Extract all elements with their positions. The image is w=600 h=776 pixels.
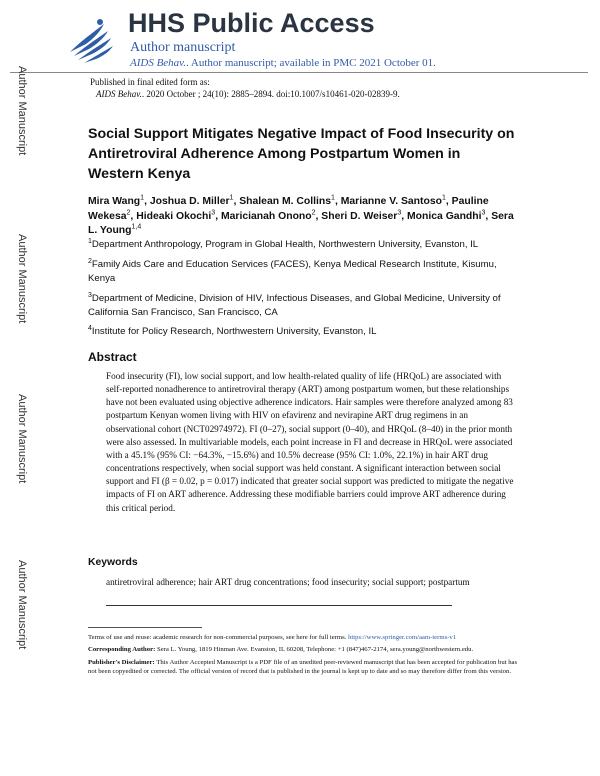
affiliation-number: 3 bbox=[88, 291, 92, 299]
author-name: Hideaki Okochi bbox=[136, 210, 212, 222]
author-name: Mira Wang bbox=[88, 196, 141, 207]
section-divider bbox=[106, 605, 452, 606]
abstract-heading: Abstract bbox=[88, 350, 137, 364]
terms-of-use bbox=[88, 633, 520, 642]
journal-name: AIDS Behav. bbox=[130, 57, 186, 69]
corresponding-text: Sera L. Young, 1819 Hinman Ave. Evanston, IL 60208, Telephone: +1 (847)467-2174, sera.young@northwestern.edu. bbox=[157, 646, 474, 654]
terms-text: Terms of use and reuse: academic research for non-commercial purposes, see here for full terms. bbox=[88, 634, 347, 641]
author-affiliation-sup: 2 bbox=[311, 209, 316, 217]
affiliation bbox=[88, 238, 520, 252]
side-label-author-manuscript: Author Manuscript bbox=[16, 234, 28, 324]
disclaimer-text: This Author Accepted Manuscript is a PDF file of an unedited peer-reviewed manuscript that has been accepted for publication but has not been copyedited or corrected. The official version of record that is published in the journal is kept up to date and so may therefore differ from this version. bbox=[88, 658, 518, 676]
keywords-text: antiretroviral adherence; hair ART drug concentrations; food insecurity; social support; postpartum bbox=[106, 577, 470, 587]
footnotes bbox=[88, 633, 520, 680]
affiliation bbox=[88, 292, 520, 319]
side-label-author-manuscript: Author Manuscript bbox=[16, 394, 28, 484]
availability-text: Author manuscript; available in PMC 2021 October 01. bbox=[190, 57, 436, 69]
hhs-title: HHS Public Access bbox=[128, 8, 375, 38]
abstract-text: Food insecurity (FI), low social support, and low health-related quality of life (HRQoL) are associated with self-reported nonadherence to antiretroviral therapy (ART) among postpartum women, but these relationships have not been evaluated using objective adherence indicators. Hair samples were therefore analyzed among 83 postpartum Kenyan women living with HIV on efavirenz and nevirapine ART drug regimens in an observational cohort (NCT02974972). FI (0–27), social support (0–40), and HRQoL (8–40) in the prior month were also assessed. In multivariable models, each point increase in FI and decrease in HRQoL were associated with a 45.1% (95% CI: −64.3%, −15.6%) and 10.5% decrease (95% CI: 1.0%, 22.1%) in hair ART drug concentrations respectively, when social support was held constant. A significant interaction between social support and FI (β = 0.02, p = 0.017) indicated that greater social support was predicted to mitigate the negative impacts of FI on ART adherence. Addressing these modifiable barriers could improve ART adherence during this critical period. bbox=[106, 371, 514, 513]
availability-line: AIDS Behav.. Author manuscript; available in PMC 2021 October 01. bbox=[130, 57, 436, 69]
affiliation-number: 1 bbox=[88, 237, 92, 245]
footnote-divider bbox=[88, 627, 202, 628]
side-label-author-manuscript: Author Manuscript bbox=[16, 560, 28, 650]
author-affiliation-sup: 1 bbox=[229, 194, 234, 202]
affiliation bbox=[88, 325, 520, 339]
author-affiliation-sup: 1 bbox=[331, 194, 335, 202]
corresponding-author bbox=[88, 645, 520, 654]
published-label: Published in final edited form as: bbox=[90, 77, 210, 87]
citation: AIDS Behav.. 2020 October ; 24(10): 2885–2894. doi:10.1007/s10461-020-02839-9. bbox=[96, 89, 400, 99]
author-affiliation-sup: 3 bbox=[211, 209, 216, 217]
author-affiliation-sup: 2 bbox=[126, 209, 131, 217]
citation-details: 2020 October ; 24(10): 2885–2894. doi:10.1007/s10461-020-02839-9. bbox=[146, 89, 400, 99]
author-affiliation-sup: 3 bbox=[397, 209, 402, 217]
keywords-heading: Keywords bbox=[88, 557, 138, 568]
publisher-disclaimer bbox=[88, 658, 520, 677]
author-name: Monica Gandhi bbox=[407, 210, 482, 222]
corresponding-label: Corresponding Author: bbox=[88, 646, 156, 654]
affiliation bbox=[88, 258, 520, 285]
affiliation-number: 4 bbox=[88, 324, 92, 332]
author-name: Maricianah Onono bbox=[220, 210, 312, 222]
author-name: Shalean M. Collins bbox=[239, 196, 332, 207]
author-name: Pauline Wekesa bbox=[88, 196, 489, 222]
author-name: Joshua D. Miller bbox=[149, 196, 230, 207]
author-name: Sheri D. Weiser bbox=[321, 210, 398, 222]
author-affiliation-sup: 3 bbox=[481, 209, 486, 217]
author-manuscript-label: Author manuscript bbox=[130, 40, 236, 55]
author-list: Mira Wang$^1$, Joshua D. Miller$^1$, Shalean M. Collins$^1$, Marianne V. Santoso$^1$, Pauline Wekesa$^2$, Hideaki Okochi$^3$, Maricianah Onono$^2$, Sheri D. Weiser$^3$, Monica Gandhi$^3$, Sera L. Young$^{1,4}$ bbox=[88, 194, 514, 236]
author-affiliation-sup: 1,4 bbox=[131, 223, 142, 231]
side-label-author-manuscript: Author Manuscript bbox=[16, 66, 28, 156]
author-affiliation-sup: 1 bbox=[140, 194, 145, 202]
citation-journal: AIDS Behav. bbox=[96, 89, 142, 99]
hhs-eagle-logo-icon bbox=[64, 14, 118, 66]
author-name: Marianne V. Santoso bbox=[340, 196, 442, 207]
author-affiliation-sup: 1 bbox=[441, 194, 446, 202]
affiliation-text: Institute for Policy Research, Northwestern University, Evanston, IL bbox=[91, 326, 377, 337]
affiliation-text: Family Aids Care and Education Services (FACES), Kenya Medical Research Institute, Kisumu, Kenya bbox=[88, 259, 497, 284]
affiliation-text: Department Anthropology, Program in Global Health, Northwestern University, Evanston, IL bbox=[91, 239, 479, 250]
author-name: Sera L. Young bbox=[88, 210, 514, 236]
terms-link[interactable]: https://www.springer.com/aam-terms-v1 bbox=[348, 634, 457, 641]
affiliation-number: 2 bbox=[88, 257, 92, 265]
disclaimer-label: Publisher's Disclaimer: bbox=[88, 658, 155, 666]
affiliation-text: Department of Medicine, Division of HIV, Infectious Diseases, and Global Medicine, University of California San Francisco, San Francisco, CA bbox=[88, 293, 501, 318]
paper-title: Social Support Mitigates Negative Impact of Food Insecurity on Antiretroviral Adherence Among Postpartum Women in Western Kenya bbox=[88, 126, 515, 182]
header-divider bbox=[10, 72, 588, 73]
